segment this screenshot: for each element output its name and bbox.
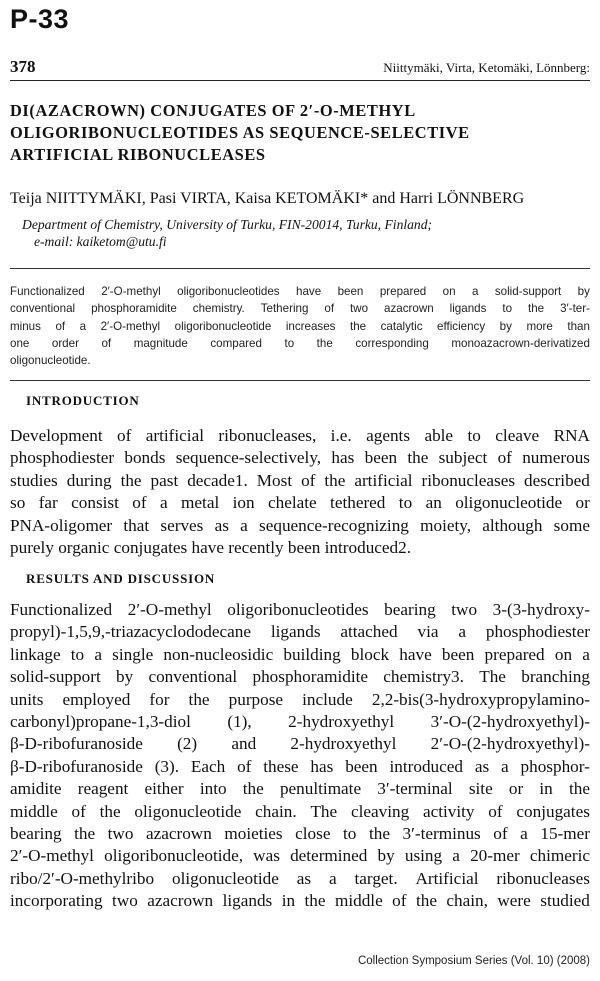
body-line: incorporating two azacrown ligands in the middle of the chain, were studied xyxy=(10,891,590,911)
abstract-line: oligonucleotide. xyxy=(10,354,91,368)
body-line: units employed for the purpose include 2,2-bis(3-hydroxypropylamino- xyxy=(10,689,590,709)
affiliation: Department of Chemistry, University of Turku, FIN-20014, Turku, Finland; xyxy=(22,217,433,232)
body-line: β-D-ribofuranoside (3). Each of these has been introduced as a phosphor- xyxy=(10,756,590,776)
body-line: ribo/2′-O-methylribo oligonucleotide as a target. Artificial ribonucleases xyxy=(10,868,590,888)
body-line: bearing the two azacrown moieties close to the 3′-terminus of a 15-mer xyxy=(10,824,590,844)
body-line: Functionalized 2′-O-methyl oligoribonucleotides bearing two 3-(3-hydroxy- xyxy=(10,600,590,619)
page-number: 378 xyxy=(10,57,36,76)
running-header-authors: Niittymäki, Virta, Ketomäki, Lönnberg: xyxy=(383,60,590,75)
title-line: DI(AZACROWN) CONJUGATES OF 2′-O-METHYL xyxy=(10,101,416,120)
body-line: Development of artificial ribonucleases, i.e. agents able to cleave RNA xyxy=(10,426,590,445)
body-line: solid-support by conventional phosphoramidite chemistry3. The branching xyxy=(10,667,590,687)
article-title xyxy=(10,100,570,166)
abstract-line: conventional phosphoramidite chemistry. Tethering of two azacrown ligands to the 3′-ter- xyxy=(10,302,590,316)
body-line: 2′-O-methyl oligoribonucleotide, was determined by using a 20-mer chimeric xyxy=(10,846,590,866)
abstract-top-rule xyxy=(10,268,590,269)
body-line: β-D-ribofuranoside (2) and 2-hydroxyethyl 2′-O-(2-hydroxyethyl)- xyxy=(10,734,590,754)
abstract xyxy=(10,283,590,369)
abstract-bottom-rule xyxy=(10,380,590,381)
poster-code: P-33 xyxy=(10,4,70,34)
body-line: PNA-oligomer that serves as a sequence-recognizing moiety, although some xyxy=(10,515,590,535)
title-line: OLIGORIBONUCLEOTIDES AS SEQUENCE-SELECTIVE xyxy=(10,123,470,142)
section-heading-results: RESULTS AND DISCUSSION xyxy=(26,571,216,586)
body-line: phosphodiester bonds sequence-selectively, has been the subject of numerous xyxy=(10,448,590,468)
body-line: studies during the past decade1. Most of the artificial ribonucleases described xyxy=(10,470,590,490)
results-text xyxy=(10,599,590,913)
body-line: purely organic conjugates have recently been introduced2. xyxy=(10,538,412,558)
body-line: propyl)-1,5,9,-triazacyclododecane ligands attached via a phosphodiester xyxy=(10,622,590,642)
abstract-line: minus of a 2′-O-methyl oligoribonucleotide increases the catalytic efficiency by more than xyxy=(10,319,590,333)
body-line: carbonyl)propane-1,3-diol (1), 2-hydroxyethyl 3′-O-(2-hydroxyethyl)- xyxy=(10,712,590,732)
author-list: Teija NIITTYMÄKI, Pasi VIRTA, Kaisa KETOMÄKI* and Harri LÖNNBERG xyxy=(10,190,525,207)
section-heading-introduction: INTRODUCTION xyxy=(26,393,140,408)
body-line: amidite reagent either into the penultimate 3′-terminal site or in the xyxy=(10,779,590,799)
corresponding-email: e-mail: kaiketom@utu.fi xyxy=(34,234,167,249)
body-line: linkage to a single non-nucleosidic building block have been prepared on a xyxy=(10,644,590,664)
body-line: middle of the oligonucleotide chain. The cleaving activity of conjugates xyxy=(10,801,590,821)
running-header xyxy=(10,56,590,81)
abstract-line: Functionalized 2′-O-methyl oligoribonucleotides have been prepared on a solid-support by xyxy=(10,285,590,298)
body-line: so far consist of a metal ion chelate tethered to an oligonucleotide or xyxy=(10,493,590,513)
introduction-text xyxy=(10,425,590,559)
title-line: ARTIFICIAL RIBONUCLEASES xyxy=(10,145,266,164)
journal-footer: Collection Symposium Series (Vol. 10) (2008) xyxy=(357,955,590,967)
abstract-line: one order of magnitude compared to the corresponding monoazacrown-derivatized xyxy=(10,336,590,350)
